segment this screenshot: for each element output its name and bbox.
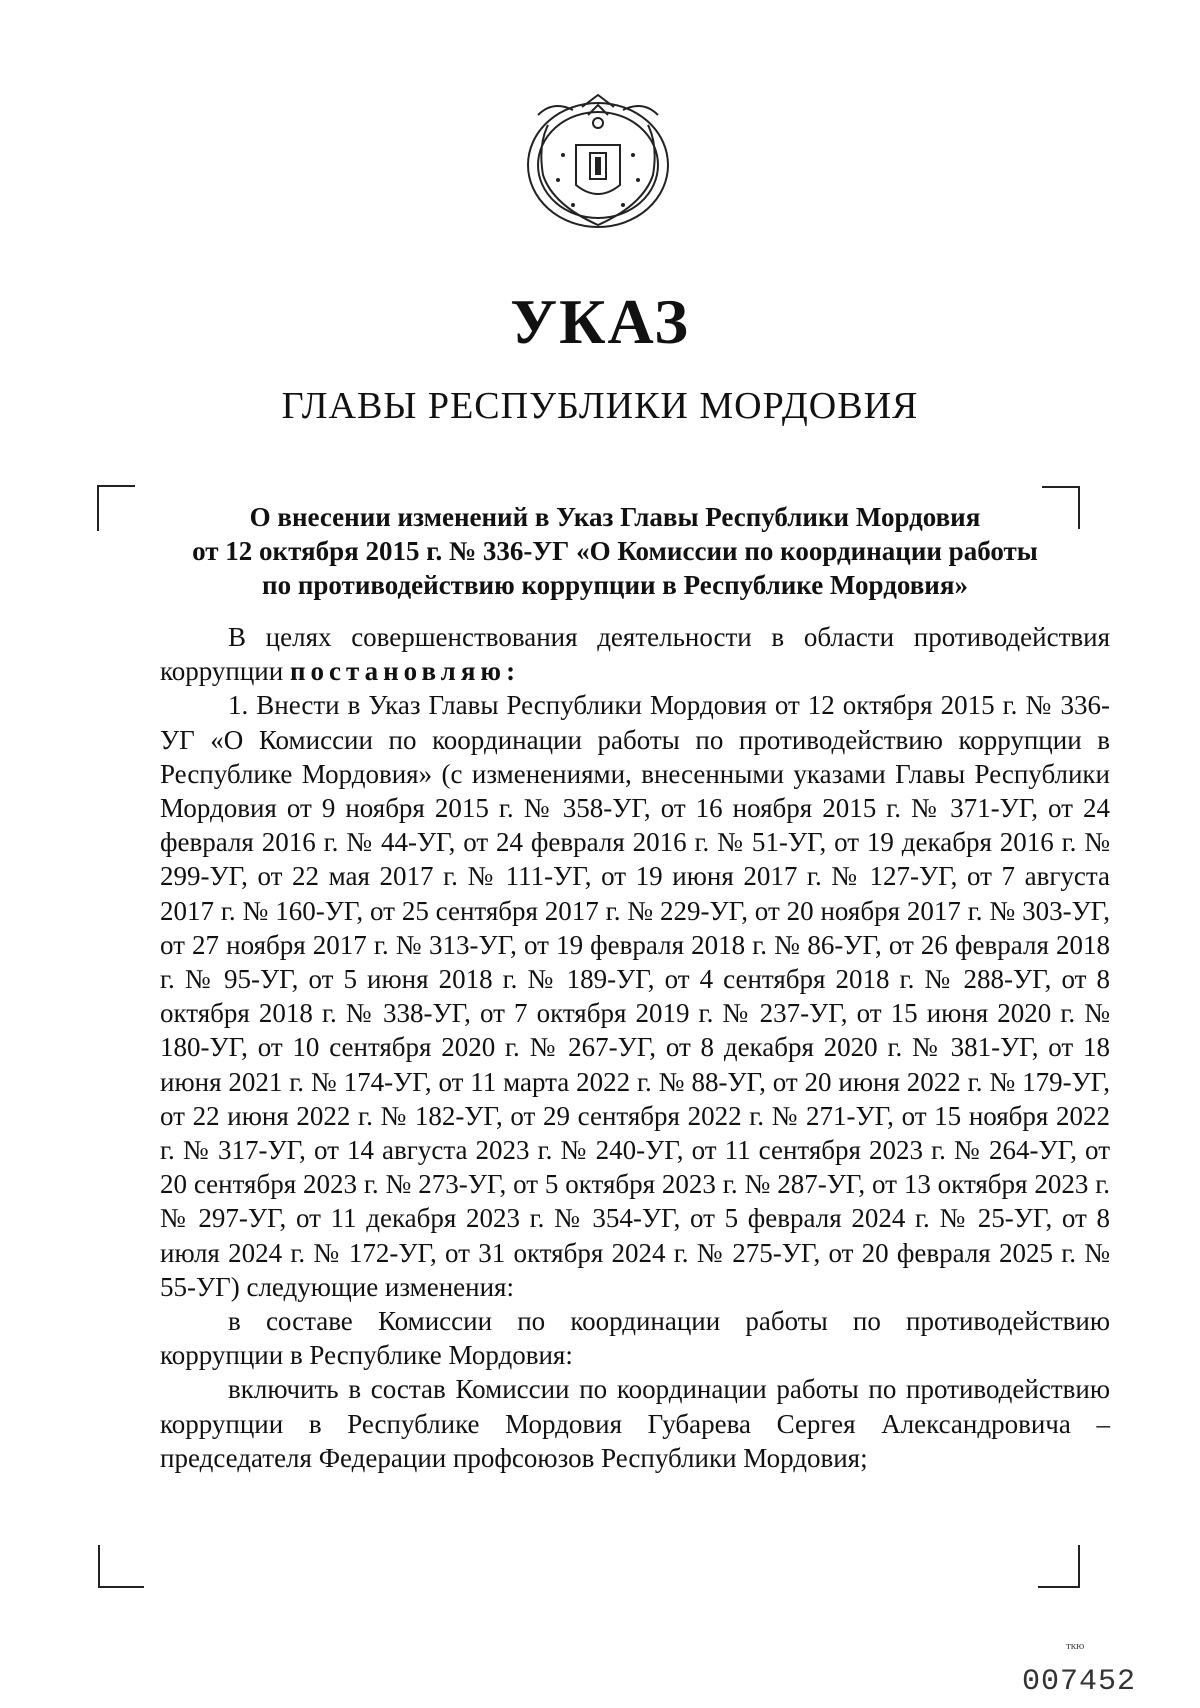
corner-bracket-top-left (97, 485, 135, 531)
document-body (160, 620, 1110, 1475)
document-caption (150, 500, 1080, 602)
preamble-text: В целях совершенствования деятельности в области противодействия коррупции (160, 622, 1110, 687)
coat-of-arms-icon (518, 85, 678, 235)
caption-line: О внесении изменений в Указ Главы Республики Мордовия (249, 502, 981, 532)
preamble-paragraph (160, 620, 1110, 688)
corner-bracket-bottom-right (1038, 1545, 1080, 1588)
document-subtitle: ГЛАВЫ РЕСПУБЛИКИ МОРДОВИЯ (281, 385, 919, 427)
composition-paragraph: в составе Комиссии по координации работы по противодействию коррупции в Республике Мордовия: (160, 1306, 1110, 1371)
item-1-paragraph: 1. Внести в Указ Главы Республики Мордовия от 12 октября 2015 г. № 336-УГ «О Комиссии по координации работы по противодействию коррупции в Республике Мордовия» (с изменениями, внесенными указами Главы Республики Мордовия от 9 ноября 2015 г. № 358-УГ, от 16 ноября 2015 г. № 371-УГ, от 24 февраля 2016 г. № 44-УГ, от 24 февраля 2016 г. № 51-УГ, от 19 декабря 2016 г. № 299-УГ, от 22 мая 2017 г. № 111-УГ, от 19 июня 2017 г. № 127-УГ, от 7 августа 2017 г. № 160-УГ, от 25 сентября 2017 г. № 229-УГ, от 20 ноября 2017 г. № 303-УГ, от 27 ноября 2017 г. № 313-УГ, от 19 февраля 2018 г. № 86-УГ, от 26 февраля 2018 г. № 95-УГ, от 5 июня 2018 г. № 189-УГ, от 4 сентября 2018 г. № 288-УГ, от 8 октября 2018 г. № 338-УГ, от 7 октября 2019 г. № 237-УГ, от 15 июня 2020 г. № 180-УГ, от 10 сентября 2020 г. № 267-УГ, от 8 декабря 2020 г. № 381-УГ, от 18 июня 2021 г. № 174-УГ, от 11 марта 2022 г. № 88-УГ, от 20 июня 2022 г. № 179-УГ, от 22 июня 2022 г. № 182-УГ, от 29 сентября 2022 г. № 271-УГ, от 15 ноября 2022 г. № 317-УГ, от 14 августа 2023 г. № 240-УГ, от 11 сентября 2023 г. № 264-УГ, от 20 сентября 2023 г. № 273-УГ, от 5 октября 2023 г. № 287-УГ, от 13 октября 2023 г. № 297-УГ, от 11 декабря 2023 г. № 354-УГ, от 5 февраля 2024 г. № 25-УГ, от 8 июля 2024 г. № 172-УГ, от 31 октября 2024 г. № 275-УГ, от 20 февраля 2025 г. № 55-УГ) следующие изменения: (160, 690, 1110, 1302)
caption-line: по противодействию коррупции в Республике Мордовия» (262, 570, 968, 600)
corner-bracket-bottom-left (98, 1545, 144, 1588)
caption-line: от 12 октября 2015 г. № 336-УГ «О Комиссии по координации работы (192, 536, 1038, 566)
decree-keyword: постановляю: (289, 656, 521, 687)
footer-number: 007452 (1022, 1665, 1137, 1699)
footer-small-code: ткю (1066, 1640, 1085, 1652)
document-title: УКАЗ (510, 286, 690, 357)
include-paragraph: включить в состав Комиссии по координации работы по противодействию коррупции в Республике Мордовия Губарева Сергея Александровича – председателя Федерации профсоюзов Республики Мордовия; (160, 1374, 1110, 1473)
